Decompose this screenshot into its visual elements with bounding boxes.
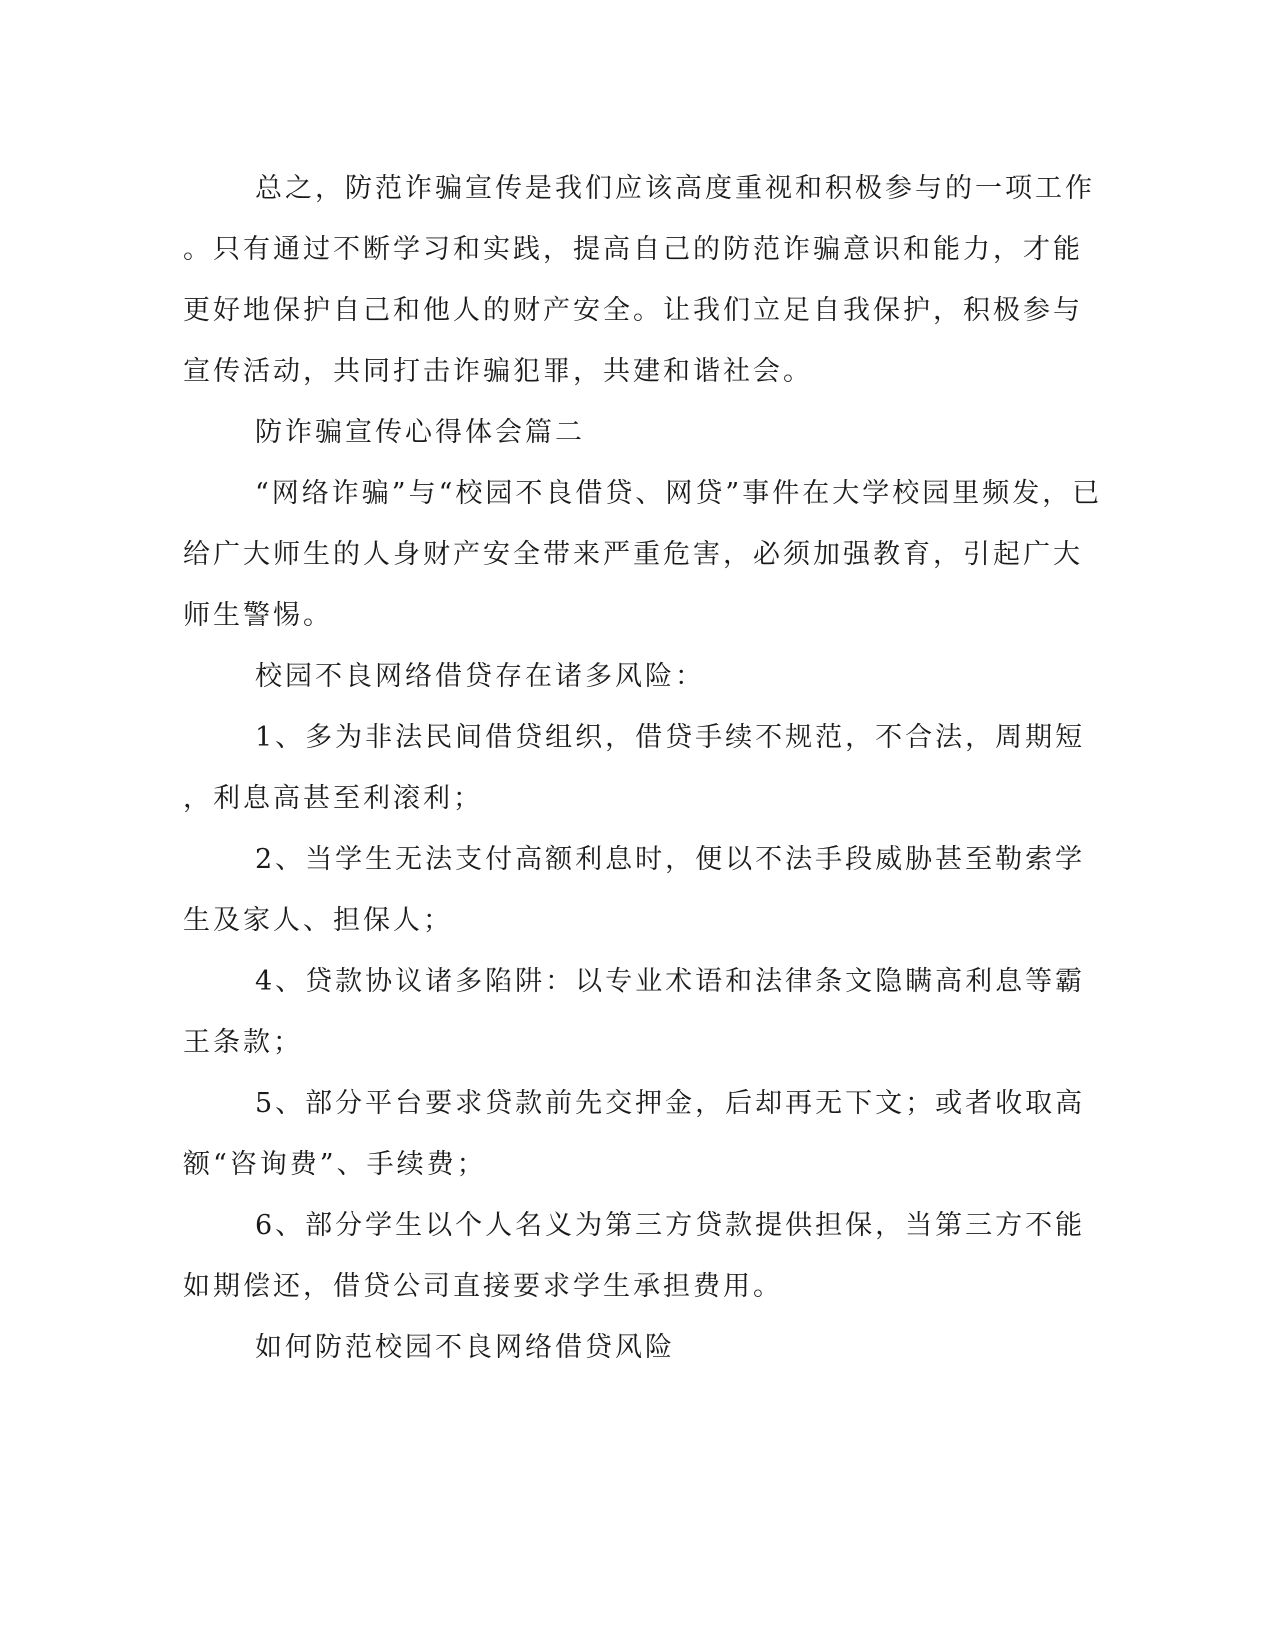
list-item-continuation: 额“咨询费”、手续费； — [183, 1149, 487, 1180]
section-heading: 防诈骗宣传心得体会篇二 — [255, 417, 585, 448]
text-line: 给广大师生的人身财产安全带来严重危害，必须加强教育，引起广大 — [183, 539, 1083, 570]
list-item: 5、部分平台要求贷款前先交押金，后却再无下文；或者收取高 — [255, 1088, 1086, 1119]
text-line: 更好地保护自己和他人的财产安全。让我们立足自我保护，积极参与 — [183, 295, 1083, 326]
list-item-continuation: 生及家人、担保人； — [183, 905, 453, 936]
text-line: 校园不良网络借贷存在诸多风险： — [255, 661, 705, 692]
text-line: 宣传活动，共同打击诈骗犯罪，共建和谐社会。 — [183, 356, 813, 387]
list-item: 6、部分学生以个人名义为第三方贷款提供担保，当第三方不能 — [255, 1210, 1086, 1241]
list-item: 1、多为非法民间借贷组织，借贷手续不规范，不合法，周期短 — [255, 722, 1086, 753]
list-item-continuation: 王条款； — [183, 1027, 303, 1058]
text-line: 师生警惕。 — [183, 600, 333, 631]
text-line: “网络诈骗”与“校园不良借贷、网贷”事件在大学校园里频发，已 — [255, 478, 1103, 509]
text-line: 。只有通过不断学习和实践，提高自己的防范诈骗意识和能力，才能 — [183, 234, 1083, 265]
document-body — [183, 158, 1103, 1378]
section-heading: 如何防范校园不良网络借贷风险 — [255, 1332, 675, 1363]
text-line: 总之，防范诈骗宣传是我们应该高度重视和积极参与的一项工作 — [255, 173, 1095, 204]
list-item: 2、当学生无法支付高额利息时，便以不法手段威胁甚至勒索学 — [255, 844, 1086, 875]
list-item-continuation: 如期偿还，借贷公司直接要求学生承担费用。 — [183, 1271, 783, 1302]
list-item: 4、贷款协议诸多陷阱：以专业术语和法律条文隐瞒高利息等霸 — [255, 966, 1086, 997]
list-item-continuation: ，利息高甚至利滚利； — [183, 783, 483, 814]
